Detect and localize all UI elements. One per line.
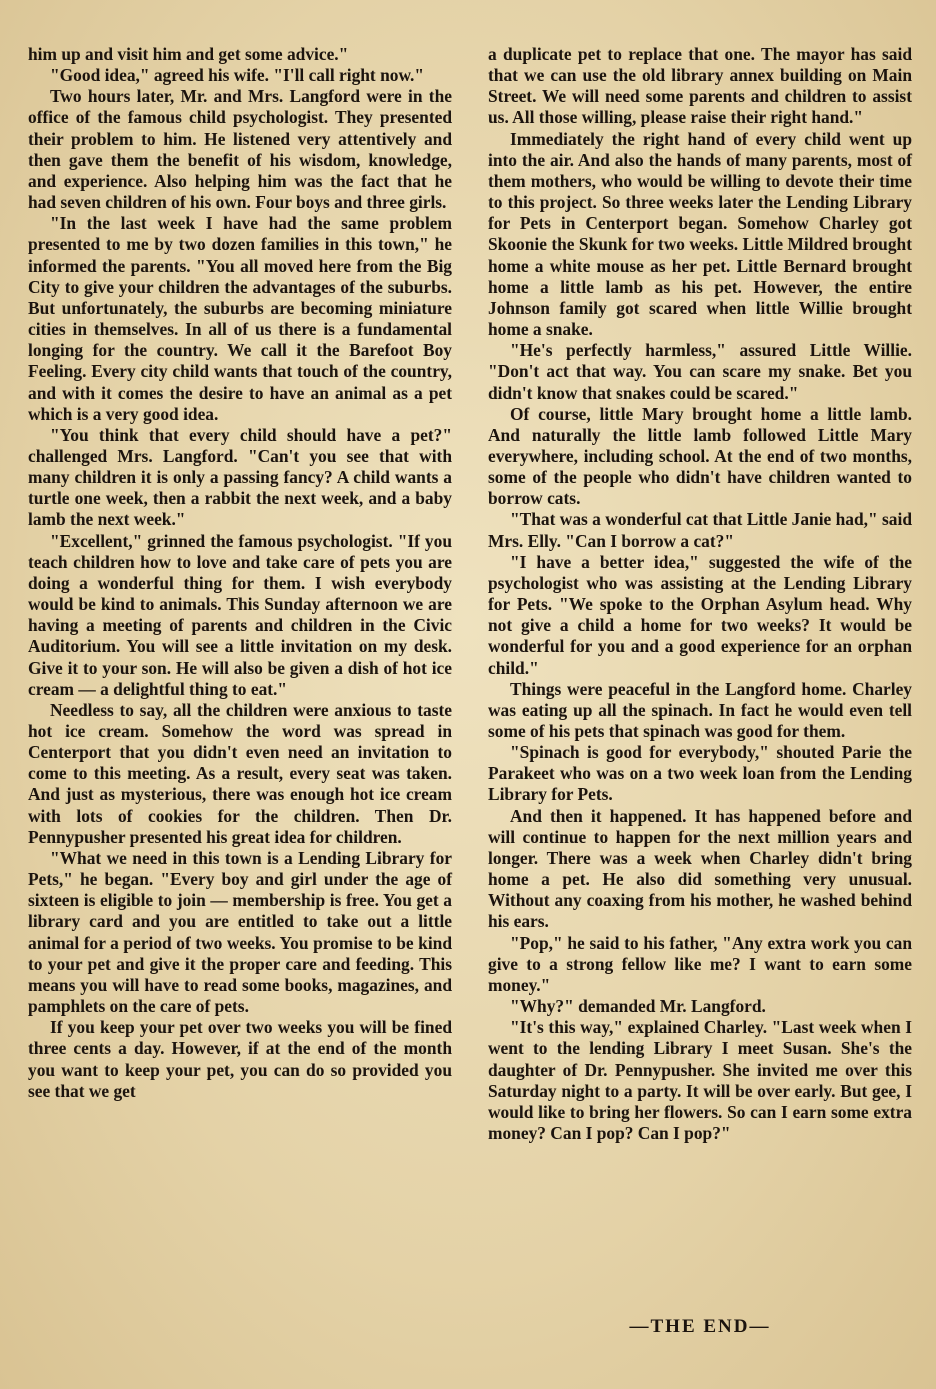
paragraph: And then it happened. It has happened before and will continue to happen for the next million years and longer. There was a week when Charley didn't bring home a pet. He also did something very unusual. Without any coaxing from his mother, he washed behind his ears. xyxy=(488,805,912,932)
paragraph: "I have a better idea," suggested the wife of the psychologist who was assisting at the Lending Library for Pets. "We spoke to the Orphan Asylum head. Why not give a child a home for two weeks? It would be wonderful for you and a good experience for an orphan child." xyxy=(488,551,912,678)
paragraph: If you keep your pet over two weeks you will be fined three cents a day. However, if at the end of the month you want to keep your pet, you can do so provided you see that we get xyxy=(28,1017,452,1101)
paragraph: "That was a wonderful cat that Little Janie had," said Mrs. Elly. "Can I borrow a cat?" xyxy=(488,509,912,551)
paragraph: Two hours later, Mr. and Mrs. Langford were in the office of the famous child psychologist. They presented their problem to him. He listened very attentively and then gave them the benefit of his wisdom, knowledge, and experience. Also helping him was the fact that he had seven children of his own. Four boys and three girls. xyxy=(28,86,452,213)
paragraph: "Excellent," grinned the famous psychologist. "If you teach children how to love and take care of pets you are doing a wonderful thing for them. I wish everybody would be kind to animals. This Sunday afternoon we are having a meeting of parents and children in the Civic Auditorium. You will see a little invitation on my desk. Give it to your son. He will also be given a dish of hot ice cream — a delightful thing to eat." xyxy=(28,530,452,699)
paragraph: "He's perfectly harmless," assured Little Willie. "Don't act that way. You can scare my snake. Bet you didn't know that snakes could be scared." xyxy=(488,340,912,403)
paragraph: Immediately the right hand of every child went up into the air. And also the hands of many parents, most of them mothers, who would be willing to devote their time to this project. So three weeks later the Lending Library for Pets in Centerport began. Somehow Charley got Skoonie the Skunk for two weeks. Little Mildred brought home a white mouse as her pet. Little Bernard brought home a little lamb as his pet. However, the entire Johnson family got scared when little Willie brought home a snake. xyxy=(488,128,912,340)
paragraph: "It's this way," explained Charley. "Last week when I went to the lending Library I meet Susan. She's the daughter of Dr. Pennypusher. She invited me over this Saturday night to a party. It will be over early. But gee, I would like to bring her flowers. So can I earn some extra money? Can I pop? Can I pop?" xyxy=(488,1017,912,1143)
paragraph: a duplicate pet to replace that one. The mayor has said that we can use the old library annex building on Main Street. We will need some parents and children to assist us. All those willing, please raise their right hand." xyxy=(488,44,912,128)
paragraph: "Spinach is good for everybody," shouted Parie the Parakeet who was on a two week loan from the Lending Library for Pets. xyxy=(488,742,912,805)
paragraph: "Why?" demanded Mr. Langford. xyxy=(510,996,766,1017)
left-column xyxy=(28,44,452,1102)
right-column xyxy=(488,44,912,1144)
paragraph: Of course, little Mary brought home a little lamb. And naturally the little lamb followed Little Mary everywhere, including school. At the end of two months, some of the people who didn't have children wanted to borrow cats. xyxy=(488,403,912,509)
paragraph: "What we need in this town is a Lending Library for Pets," he began. "Every boy and girl under the age of sixteen is eligible to join — membership is free. You get a library card and you are entitled to take out a little animal for a period of two weeks. You promise to be kind to your pet and give it the proper care and feeding. This means you will have to read some books, magazines, and pamphlets on the care of pets. xyxy=(28,847,452,1017)
paragraph: him up and visit him and get some advice." xyxy=(28,44,349,64)
the-end-marker: —THE END— xyxy=(629,1316,771,1337)
paragraph: "Good idea," agreed his wife. "I'll call right now." xyxy=(50,65,425,86)
paragraph: Things were peaceful in the Langford home. Charley was eating up all the spinach. In fact he would even tell some of his pets that spinach was good for them. xyxy=(488,678,912,741)
paragraph: "Pop," he said to his father, "Any extra work you can give to a strong fellow like me? I want to earn some money." xyxy=(488,932,912,995)
paragraph: Needless to say, all the children were anxious to taste hot ice cream. Somehow the word was spread in Centerport that you didn't even need an invitation to come to this meeting. As a result, every seat was taken. And just as mysterious, there was enough hot ice cream with lots of cookies for the children. Then Dr. Pennypusher presented his great idea for children. xyxy=(28,699,452,847)
paragraph: "In the last week I have had the same problem presented to me by two dozen families in this town," he informed the parents. "You all moved here from the Big City to give your children the advantages of the suburbs. But unfortunately, the suburbs are becoming miniature cities in themselves. In all of us there is a fundamental longing for the country. We call it the Barefoot Boy Feeling. Every city child wants that touch of the country, and with it comes the desire to have an animal as a pet which is a very good idea. xyxy=(28,213,452,424)
paragraph: "You think that every child should have a pet?" challenged Mrs. Langford. "Can't you see that with many children it is only a passing fancy? A child wants a turtle one week, then a rabbit the next week, and a baby lamb the next week." xyxy=(28,424,452,530)
